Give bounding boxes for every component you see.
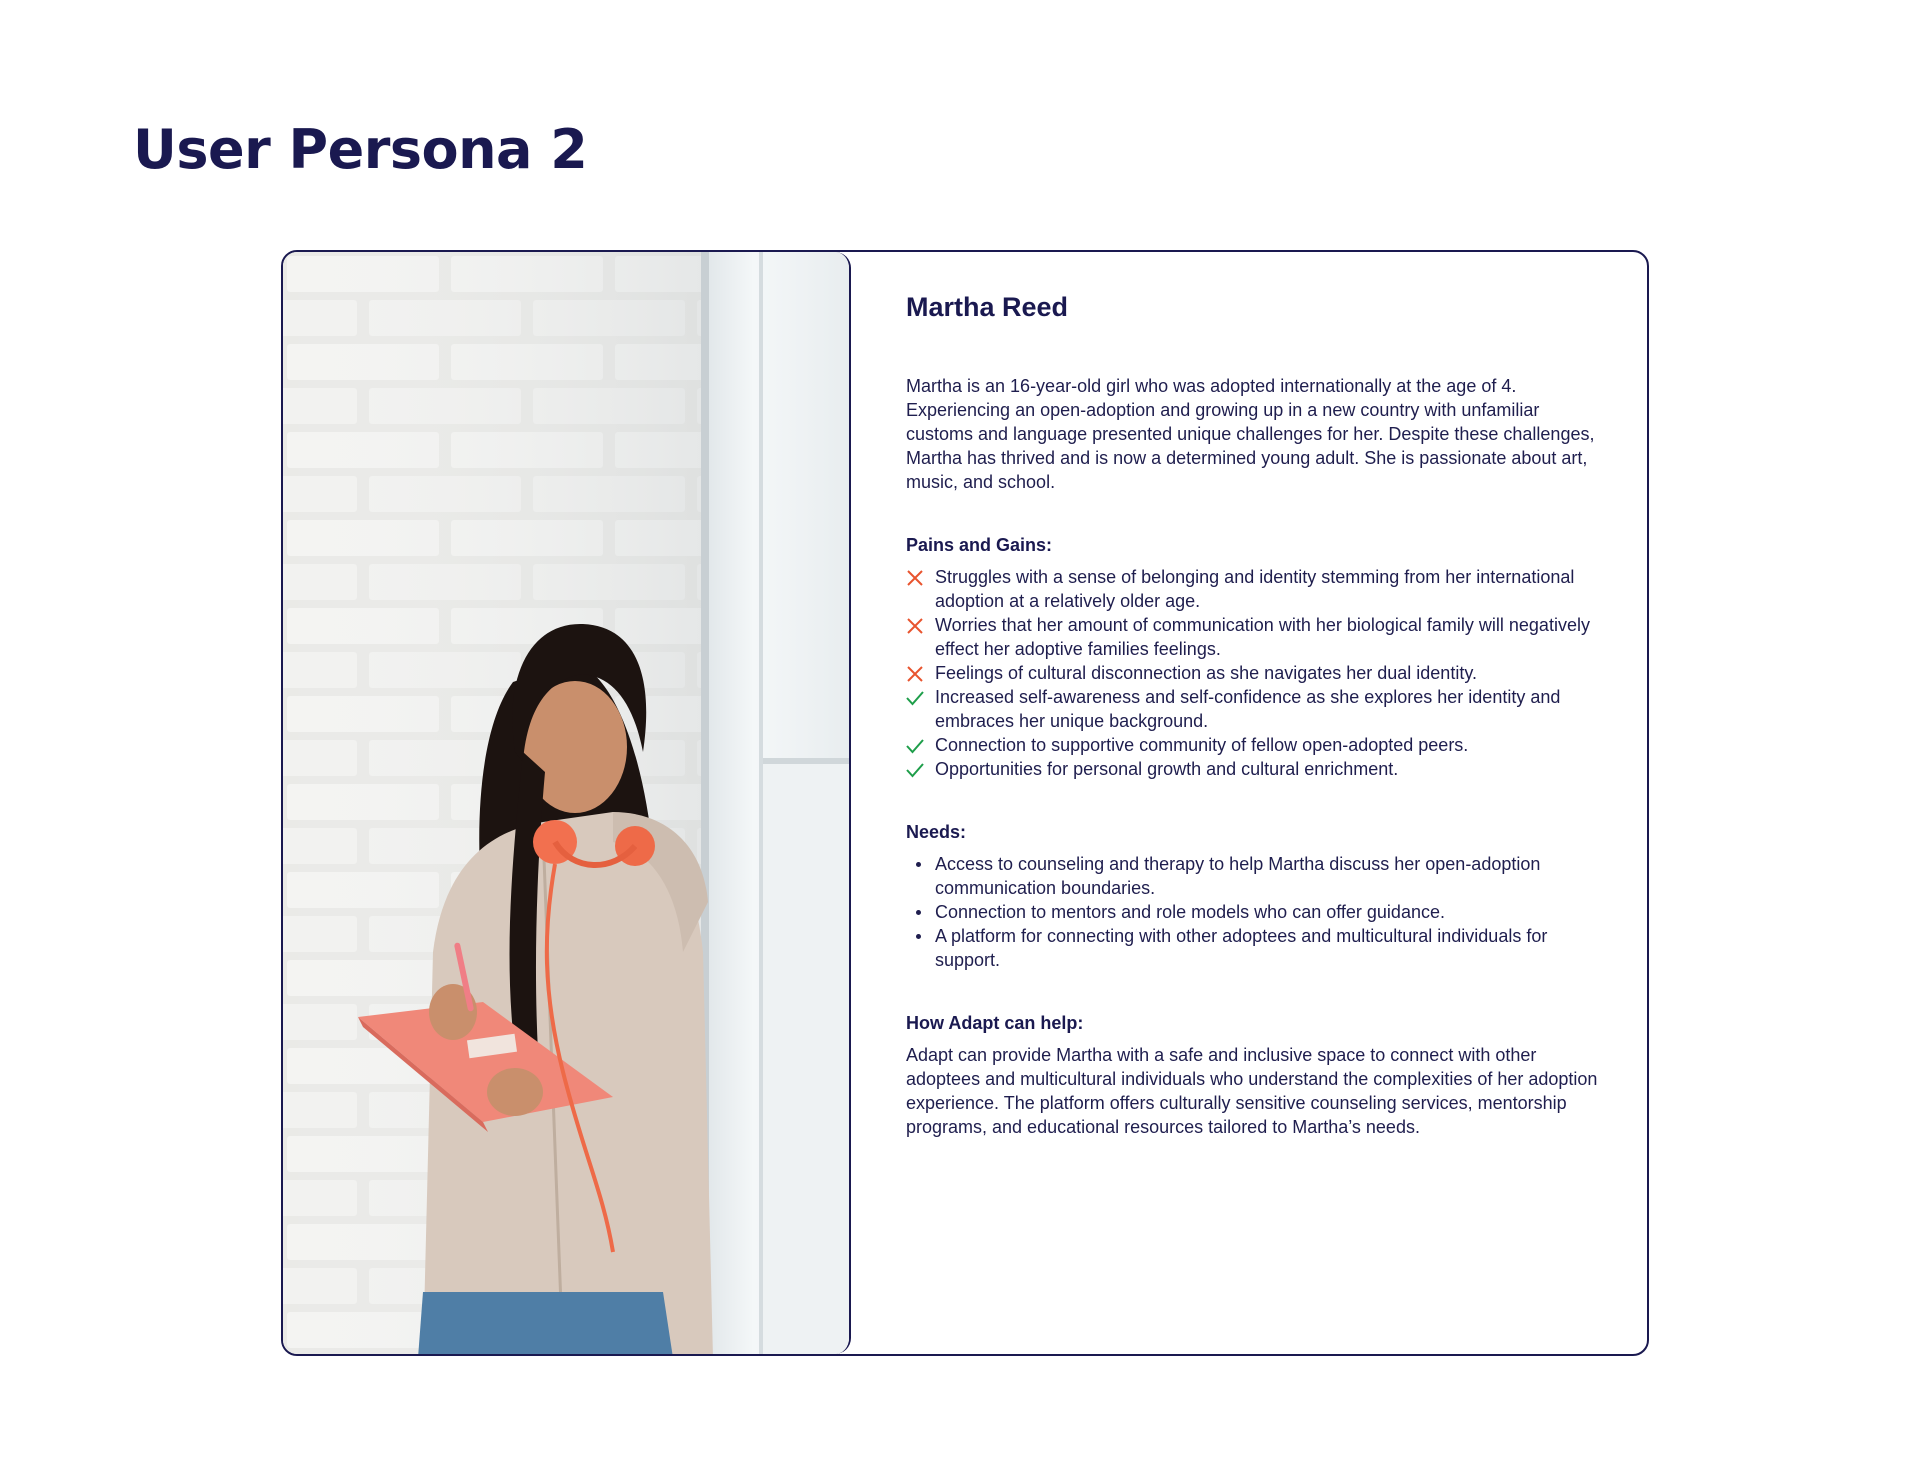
pains-gains-list xyxy=(906,565,1606,781)
gain-text: Opportunities for personal growth and cultural enrichment. xyxy=(935,759,1399,779)
needs-list xyxy=(906,852,1606,972)
persona-bio: Martha is an 16-year-old girl who was adopted internationally at the age of 4. Experiencing an open-adoption and growing up in a new country with unfamiliar customs and language presented unique challenges for her. Despite these challenges, Martha has thrived and is now a determined young adult. She is passionate about art, music, and school. xyxy=(906,376,1595,492)
pain-text: Feelings of cultural disconnection as she navigates her dual identity. xyxy=(935,663,1477,683)
help-text: Adapt can provide Martha with a safe and inclusive space to connect with other adoptees and multicultural individuals who understand the complexities of her adoption experience. The platform offers culturally sensitive counseling services, mentorship programs, and educational resources tailored to Martha’s needs. xyxy=(906,1045,1598,1137)
pain-text: Struggles with a sense of belonging and identity stemming from her international adoption at a relatively older age. xyxy=(935,567,1575,611)
cross-icon xyxy=(906,665,924,683)
list-item xyxy=(906,661,1606,685)
pain-text: Worries that her amount of communication with her biological family will negatively effect her adoptive families feelings. xyxy=(935,615,1590,659)
persona-details xyxy=(906,292,1606,1139)
needs-heading: Needs: xyxy=(906,822,967,842)
persona-name: Martha Reed xyxy=(906,292,1069,322)
list-item xyxy=(906,565,1606,613)
check-icon xyxy=(906,689,924,707)
pains-gains-heading: Pains and Gains: xyxy=(906,535,1053,555)
cross-icon xyxy=(906,617,924,635)
help-heading: How Adapt can help: xyxy=(906,1013,1084,1033)
check-icon xyxy=(906,737,924,755)
bullet-icon xyxy=(916,910,921,915)
need-text: Access to counseling and therapy to help Martha discuss her open-adoption communication boundaries. xyxy=(935,854,1541,898)
need-text: A platform for connecting with other adoptees and multicultural individuals for support. xyxy=(935,926,1548,970)
gain-text: Increased self-awareness and self-confidence as she explores her identity and embraces her unique background. xyxy=(935,687,1561,731)
list-item xyxy=(906,733,1606,757)
need-text: Connection to mentors and role models who can offer guidance. xyxy=(935,902,1445,922)
list-item xyxy=(906,685,1606,733)
list-item xyxy=(906,613,1606,661)
cross-icon xyxy=(906,569,924,587)
list-item xyxy=(906,924,1606,972)
list-item xyxy=(906,852,1606,900)
list-item xyxy=(906,900,1606,924)
list-item xyxy=(906,757,1606,781)
check-icon xyxy=(906,761,924,779)
page-title: User Persona 2 xyxy=(133,118,588,181)
bullet-icon xyxy=(916,934,921,939)
persona-photo xyxy=(283,252,851,1354)
persona-card xyxy=(281,250,1649,1356)
bullet-icon xyxy=(916,862,921,867)
gain-text: Connection to supportive community of fellow open-adopted peers. xyxy=(935,735,1469,755)
